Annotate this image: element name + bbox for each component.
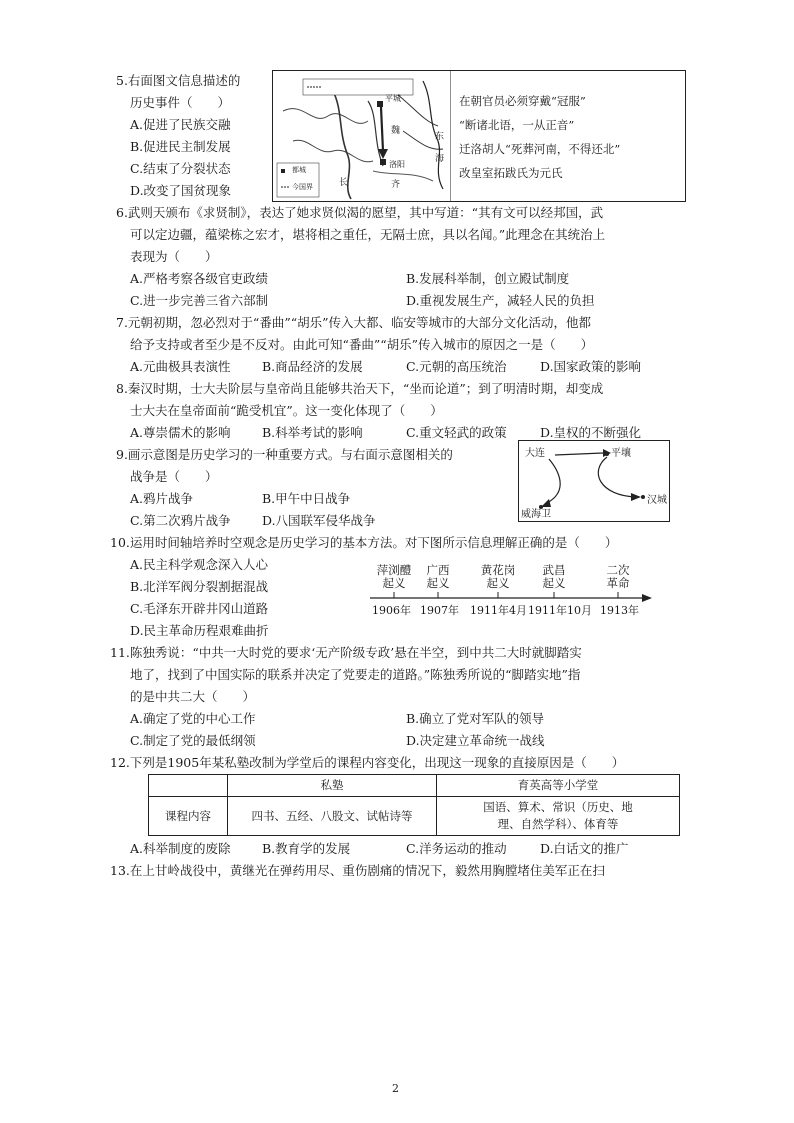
q10-option-c[interactable]: C.毛泽东开辟井冈山道路 bbox=[130, 601, 269, 616]
q11-option-a[interactable]: A.确定了党的中心工作 bbox=[130, 711, 256, 726]
q12-table-cell-school-line2: 理、自然学科）、体育等 bbox=[497, 817, 619, 831]
timeline-event-5-top: 二次 bbox=[606, 563, 630, 577]
q9-line-2: 战争是（ ） bbox=[130, 469, 218, 484]
timeline-event-4-bottom: 起义 bbox=[542, 576, 566, 590]
q12-line: 12.下列是1905年某私塾改制为学堂后的课程内容变化，出现这一现象的直接原因是（ ） bbox=[110, 755, 625, 770]
q9-line-1: 9.画示意图是历史学习的一种重要方式。与右面示意图相关的 bbox=[116, 447, 453, 462]
q12-table bbox=[148, 774, 680, 836]
timeline-event-5 bbox=[600, 564, 636, 590]
q7-option-b[interactable]: B.商品经济的发展 bbox=[262, 359, 363, 374]
q5-option-b[interactable]: B.促进民主制发展 bbox=[130, 139, 231, 154]
q5-option-c[interactable]: C.结束了分裂状态 bbox=[130, 161, 231, 176]
timeline-event-2 bbox=[420, 564, 456, 590]
q5-map-label-dong: 东 bbox=[435, 132, 445, 142]
q10-option-a[interactable]: A.民主科学观念深入人心 bbox=[130, 557, 269, 572]
q12-table-header-school: 育英高等小学堂 bbox=[437, 775, 680, 797]
q5-stem-line1: 5.右面图文信息描述的 bbox=[116, 73, 241, 88]
q7-line-2: 给予支持或者至少是不反对。由此可知“番曲”“胡乐”传入城市的原因之一是（ ） bbox=[130, 337, 594, 352]
q5-map-legend-border: 今国界 bbox=[292, 183, 313, 191]
q12-table-cell-school bbox=[437, 797, 680, 836]
q12-table-header-sishu: 私塾 bbox=[228, 775, 437, 797]
q9-label-pingrang: 平壤 bbox=[611, 448, 631, 459]
table-row bbox=[149, 797, 680, 836]
timeline-event-2-bottom: 起义 bbox=[426, 576, 450, 590]
timeline-event-3 bbox=[476, 564, 520, 590]
timeline-date-1: 1906年 bbox=[372, 604, 411, 617]
q9-option-d[interactable]: D.八国联军侵华战争 bbox=[262, 513, 376, 528]
timeline-date-5: 1913年 bbox=[600, 604, 639, 617]
timeline-event-2-top: 广西 bbox=[426, 563, 450, 577]
q6-option-c[interactable]: C.进一步完善三省六部制 bbox=[130, 293, 269, 308]
q5-map-label-qi: 齐 bbox=[391, 180, 401, 190]
q6-line-1: 6.武则天颁布《求贤制》，表达了她求贤似渴的愿望，其中写道：“其有文可以经邦国，武 bbox=[116, 205, 604, 220]
q9-option-c[interactable]: C.第二次鸦片战争 bbox=[130, 513, 231, 528]
q6-option-a[interactable]: A.严格考察各级官吏政绩 bbox=[130, 271, 269, 286]
q11-line-3: 的是中共二大（ ） bbox=[130, 689, 256, 704]
q7-option-d[interactable]: D.国家政策的影响 bbox=[540, 359, 642, 374]
q6-line-2: 可以定边疆，蕴梁栋之宏才，堪将相之重任，无隔士庶，具以名闻。”此理念在其统治上 bbox=[130, 227, 606, 242]
q12-option-b[interactable]: B.教育学的发展 bbox=[262, 841, 351, 856]
q12-option-a[interactable]: A.科举制度的废除 bbox=[130, 841, 231, 856]
q12-option-d[interactable]: D.白话文的推广 bbox=[540, 841, 629, 856]
q10-timeline bbox=[366, 563, 656, 626]
q5-map-label-wei: 魏 bbox=[391, 126, 401, 136]
q5-text-line-2: “断诸北语，一从正音” bbox=[459, 118, 575, 132]
q5-map-label-chang: 长 bbox=[339, 178, 349, 188]
timeline-event-3-top: 黄花岗 bbox=[480, 563, 516, 577]
q12-table-cell-school-line1: 国语、算术、常识（历史、地 bbox=[483, 800, 633, 814]
q8-option-c[interactable]: C.重文轻武的政策 bbox=[406, 425, 507, 440]
q9-option-a[interactable]: A.鸦片战争 bbox=[130, 491, 194, 506]
timeline-event-1-bottom: 起义 bbox=[382, 576, 406, 590]
q8-option-d[interactable]: D.皇权的不断强化 bbox=[540, 425, 642, 440]
timeline-date-2: 1907年 bbox=[420, 604, 459, 617]
q11-option-d[interactable]: D.决定建立革命统一战线 bbox=[406, 733, 545, 748]
timeline-event-4 bbox=[536, 564, 572, 590]
q8-option-b[interactable]: B.科举考试的影响 bbox=[262, 425, 363, 440]
q9-label-dalian: 大连 bbox=[525, 448, 545, 459]
q11-line-1: 11.陈独秀说：“中共一大时党的要求‘无产阶级专政’悬在半空，到中共二大时就脚踏实 bbox=[110, 645, 582, 660]
q7-line-1: 7.元朝初期，忽必烈对于“番曲”“胡乐”传入大都、临安等城市的大部分文化活动，他都 bbox=[116, 315, 591, 330]
timeline-date-4: 1911年10月 bbox=[528, 604, 592, 617]
q9-diagram-box bbox=[518, 440, 670, 522]
q9-label-hancheng: 汉城 bbox=[647, 495, 667, 506]
timeline-event-1-top: 萍浏醴 bbox=[376, 563, 412, 577]
q5-text-panel bbox=[459, 89, 620, 185]
q6-option-b[interactable]: B.发展科举制，创立殿试制度 bbox=[406, 271, 570, 286]
page-number: 2 bbox=[392, 1082, 399, 1095]
q9-option-b[interactable]: B.甲午中日战争 bbox=[262, 491, 351, 506]
timeline-date-3: 1911年4月 bbox=[470, 604, 527, 617]
q7-option-c[interactable]: C.元朝的高压统治 bbox=[406, 359, 507, 374]
q5-map-label-pingcheng: 平城 bbox=[385, 94, 401, 103]
q5-map-legend-capital: 都城 bbox=[292, 166, 306, 174]
q12-table-row-label: 课程内容 bbox=[149, 797, 228, 836]
q5-map-label-luoyang: 洛阳 bbox=[389, 160, 405, 169]
timeline-event-5-bottom: 革命 bbox=[606, 576, 630, 590]
q5-map-label-hai: 海 bbox=[435, 154, 445, 164]
q11-option-c[interactable]: C.制定了党的最低纲领 bbox=[130, 733, 256, 748]
table-row bbox=[149, 775, 680, 797]
q5-text-line-3: 迁洛胡人“死葬河南，不得还北” bbox=[459, 142, 621, 156]
q11-line-2: 地了，找到了中国实际的联系并决定了党要走的道路。”陈独秀所说的“脚踏实地”指 bbox=[130, 667, 581, 682]
q8-option-a[interactable]: A.尊崇儒术的影响 bbox=[130, 425, 231, 440]
q12-table-corner bbox=[149, 775, 228, 797]
q5-text-line-1: 在朝官员必须穿戴“冠服” bbox=[459, 94, 586, 108]
q5-figure-box bbox=[272, 70, 686, 202]
q5-option-d[interactable]: D.改变了国贫现象 bbox=[130, 183, 232, 198]
q10-option-d[interactable]: D.民主革命历程艰难曲折 bbox=[130, 623, 269, 638]
q5-text-line-4: 改皇室拓跋氏为元氏 bbox=[459, 166, 563, 180]
timeline-event-1 bbox=[372, 564, 416, 590]
q6-option-d[interactable]: D.重视发展生产，减轻人民的负担 bbox=[406, 293, 595, 308]
q6-line-3: 表现为（ ） bbox=[130, 249, 218, 264]
q12-table-cell-sishu: 四书、五经、八股文、试帖诗等 bbox=[228, 797, 437, 836]
q7-option-a[interactable]: A.元曲极具表演性 bbox=[130, 359, 231, 374]
q13-line: 13.在上甘岭战役中，黄继光在弹药用尽、重伤剧痛的情况下，毅然用胸膛堵住美军正在扫 bbox=[110, 863, 605, 878]
q8-line-2: 士大夫在皇帝面前“跪受机宜”。这一变化体现了（ ） bbox=[130, 403, 443, 418]
q8-line-1: 8.秦汉时期，士大夫阶层与皇帝尚且能够共治天下，“坐而论道”；到了明清时期，却变成 bbox=[116, 381, 604, 396]
q10-option-b[interactable]: B.北洋军阀分裂割据混战 bbox=[130, 579, 269, 594]
timeline-event-3-bottom: 起义 bbox=[486, 576, 510, 590]
q12-option-c[interactable]: C.洋务运动的推动 bbox=[406, 841, 507, 856]
q9-label-weihaiwei: 威海卫 bbox=[521, 509, 551, 520]
q5-stem-line2: 历史事件（ ） bbox=[130, 95, 231, 110]
q10-line: 10.运用时间轴培养时空观念是历史学习的基本方法。对下图所示信息理解正确的是（ ） bbox=[110, 535, 618, 550]
q11-option-b[interactable]: B.确立了党对军队的领导 bbox=[406, 711, 545, 726]
timeline-event-4-top: 武昌 bbox=[542, 563, 566, 577]
q5-option-a[interactable]: A.促进了民族交融 bbox=[130, 117, 231, 132]
